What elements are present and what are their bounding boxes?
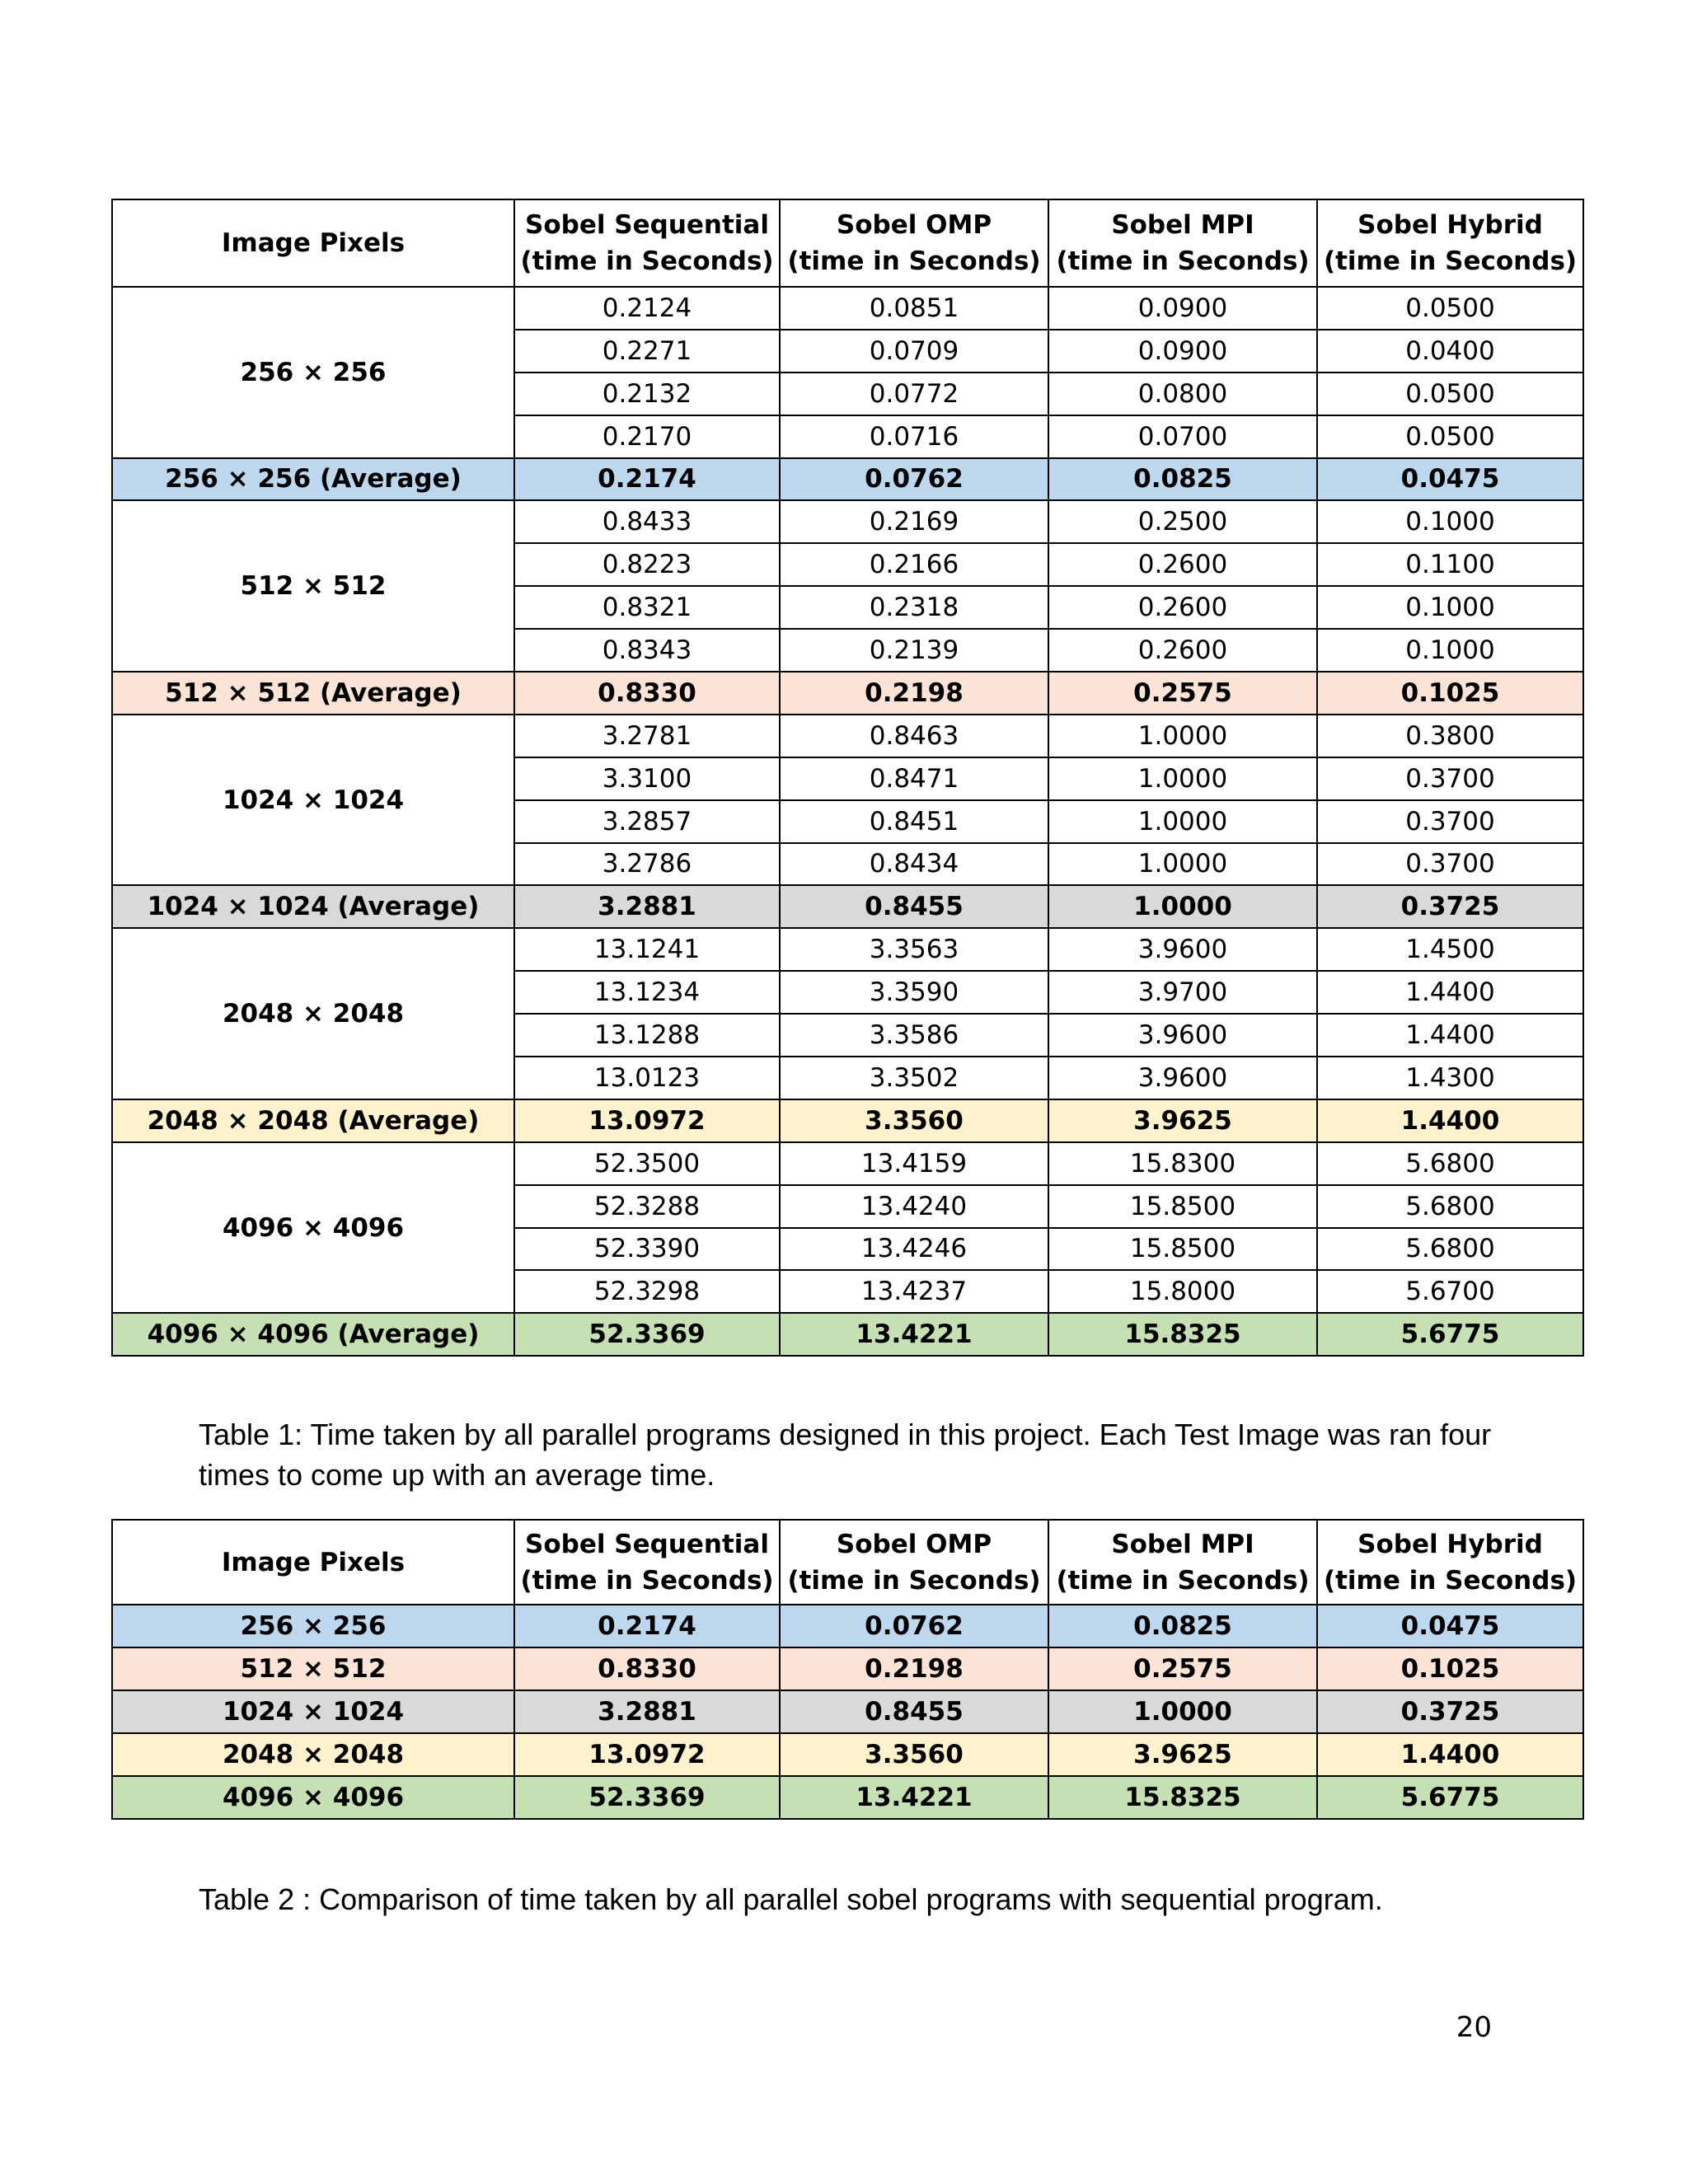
sequential-time-cell: 0.2132 <box>514 373 780 415</box>
mpi-time-cell: 0.2500 <box>1048 500 1317 543</box>
sequential-time-cell: 0.2170 <box>514 415 780 458</box>
omp-time-cell: 0.8451 <box>780 800 1048 843</box>
omp-time-cell: 0.8463 <box>780 715 1048 757</box>
hybrid-time-cell: 0.1000 <box>1317 586 1583 629</box>
average-label-cell: 1024 × 1024 (Average) <box>112 885 514 928</box>
average-label-cell: 4096 × 4096 (Average) <box>112 1313 514 1356</box>
table-header-row <box>112 1520 1583 1605</box>
mpi-average-cell: 3.9625 <box>1048 1099 1317 1142</box>
sequential-average-cell: 0.8330 <box>514 1647 780 1690</box>
mpi-time-cell: 15.8300 <box>1048 1142 1317 1185</box>
omp-time-cell: 13.4246 <box>780 1228 1048 1271</box>
sequential-time-cell: 52.3390 <box>514 1228 780 1271</box>
hybrid-average-cell: 0.3725 <box>1317 1690 1583 1733</box>
sequential-time-cell: 0.8343 <box>514 629 780 672</box>
hybrid-time-cell: 0.3700 <box>1317 843 1583 886</box>
omp-average-cell: 13.4221 <box>780 1776 1048 1819</box>
mpi-time-cell: 15.8000 <box>1048 1270 1317 1313</box>
header-image-pixels: Image Pixels <box>112 199 514 287</box>
sequential-average-cell: 0.8330 <box>514 672 780 715</box>
omp-time-cell: 13.4159 <box>780 1142 1048 1185</box>
image-size-cell: 1024 × 1024 <box>112 1690 514 1733</box>
hybrid-average-cell: 5.6775 <box>1317 1313 1583 1356</box>
hybrid-time-cell: 1.4400 <box>1317 971 1583 1014</box>
image-size-cell: 2048 × 2048 <box>112 928 514 1099</box>
sequential-average-cell: 3.2881 <box>514 885 780 928</box>
image-size-cell: 256 × 256 <box>112 287 514 458</box>
sequential-time-cell: 3.2781 <box>514 715 780 757</box>
omp-average-cell: 3.3560 <box>780 1099 1048 1142</box>
mpi-time-cell: 3.9700 <box>1048 971 1317 1014</box>
average-row <box>112 885 1583 928</box>
mpi-time-cell: 15.8500 <box>1048 1228 1317 1271</box>
mpi-time-cell: 1.0000 <box>1048 757 1317 800</box>
sequential-time-cell: 13.1288 <box>514 1014 780 1057</box>
sequential-average-cell: 0.2174 <box>514 1605 780 1647</box>
table-row <box>112 1142 1583 1185</box>
omp-time-cell: 0.2166 <box>780 543 1048 586</box>
mpi-average-cell: 0.2575 <box>1048 672 1317 715</box>
page-number: 20 <box>1456 2011 1492 2044</box>
sequential-time-cell: 52.3500 <box>514 1142 780 1185</box>
sequential-time-cell: 52.3288 <box>514 1185 780 1228</box>
table-header-row <box>112 199 1583 287</box>
omp-time-cell: 0.2169 <box>780 500 1048 543</box>
header-image-pixels: Image Pixels <box>112 1520 514 1605</box>
average-label-cell: 512 × 512 (Average) <box>112 672 514 715</box>
omp-time-cell: 0.8471 <box>780 757 1048 800</box>
mpi-average-cell: 3.9625 <box>1048 1733 1317 1776</box>
table-row <box>112 1776 1583 1819</box>
hybrid-time-cell: 5.6800 <box>1317 1185 1583 1228</box>
omp-time-cell: 3.3563 <box>780 928 1048 971</box>
mpi-time-cell: 3.9600 <box>1048 1057 1317 1099</box>
sequential-time-cell: 0.2271 <box>514 330 780 373</box>
image-size-cell: 256 × 256 <box>112 1605 514 1647</box>
sequential-time-cell: 13.1241 <box>514 928 780 971</box>
hybrid-time-cell: 5.6800 <box>1317 1228 1583 1271</box>
timing-table-detailed <box>111 199 1584 1357</box>
hybrid-average-cell: 5.6775 <box>1317 1776 1583 1819</box>
hybrid-time-cell: 0.1000 <box>1317 500 1583 543</box>
mpi-time-cell: 0.0700 <box>1048 415 1317 458</box>
omp-time-cell: 0.0716 <box>780 415 1048 458</box>
mpi-time-cell: 0.2600 <box>1048 629 1317 672</box>
sequential-time-cell: 0.8433 <box>514 500 780 543</box>
table-row <box>112 500 1583 543</box>
omp-time-cell: 3.3502 <box>780 1057 1048 1099</box>
sequential-time-cell: 13.0123 <box>514 1057 780 1099</box>
omp-average-cell: 3.3560 <box>780 1733 1048 1776</box>
hybrid-time-cell: 0.0500 <box>1317 287 1583 330</box>
sequential-time-cell: 3.2786 <box>514 843 780 886</box>
table-row <box>112 928 1583 971</box>
sequential-average-cell: 3.2881 <box>514 1690 780 1733</box>
omp-time-cell: 0.2139 <box>780 629 1048 672</box>
mpi-time-cell: 15.8500 <box>1048 1185 1317 1228</box>
mpi-average-cell: 15.8325 <box>1048 1776 1317 1819</box>
sequential-time-cell: 0.8321 <box>514 586 780 629</box>
image-size-cell: 4096 × 4096 <box>112 1776 514 1819</box>
omp-time-cell: 0.2318 <box>780 586 1048 629</box>
hybrid-time-cell: 1.4500 <box>1317 928 1583 971</box>
hybrid-average-cell: 1.4400 <box>1317 1099 1583 1142</box>
hybrid-time-cell: 0.1000 <box>1317 629 1583 672</box>
omp-time-cell: 0.0772 <box>780 373 1048 415</box>
header-sobel-mpi: Sobel MPI (time in Seconds) <box>1048 199 1317 287</box>
omp-time-cell: 3.3586 <box>780 1014 1048 1057</box>
hybrid-time-cell: 0.1100 <box>1317 543 1583 586</box>
omp-time-cell: 0.0709 <box>780 330 1048 373</box>
table2-caption: Table 2 : Comparison of time taken by all parallel sobel programs with sequential program. <box>199 1882 1383 1916</box>
mpi-time-cell: 0.0800 <box>1048 373 1317 415</box>
omp-average-cell: 0.0762 <box>780 458 1048 501</box>
table-row <box>112 1733 1583 1776</box>
sequential-time-cell: 0.2124 <box>514 287 780 330</box>
omp-average-cell: 0.8455 <box>780 885 1048 928</box>
sequential-time-cell: 0.8223 <box>514 543 780 586</box>
sequential-time-cell: 3.3100 <box>514 757 780 800</box>
hybrid-time-cell: 0.0500 <box>1317 415 1583 458</box>
mpi-average-cell: 0.0825 <box>1048 1605 1317 1647</box>
hybrid-time-cell: 0.0500 <box>1317 373 1583 415</box>
mpi-time-cell: 3.9600 <box>1048 928 1317 971</box>
image-size-cell: 1024 × 1024 <box>112 715 514 886</box>
mpi-time-cell: 0.0900 <box>1048 287 1317 330</box>
hybrid-time-cell: 1.4300 <box>1317 1057 1583 1099</box>
table-row <box>112 287 1583 330</box>
hybrid-average-cell: 0.0475 <box>1317 1605 1583 1647</box>
sequential-time-cell: 3.2857 <box>514 800 780 843</box>
hybrid-time-cell: 5.6700 <box>1317 1270 1583 1313</box>
mpi-average-cell: 1.0000 <box>1048 1690 1317 1733</box>
mpi-time-cell: 1.0000 <box>1048 800 1317 843</box>
hybrid-average-cell: 0.0475 <box>1317 458 1583 501</box>
table-row <box>112 1605 1583 1647</box>
header-sobel-omp: Sobel OMP (time in Seconds) <box>780 1520 1048 1605</box>
table-row <box>112 715 1583 757</box>
mpi-average-cell: 15.8325 <box>1048 1313 1317 1356</box>
sequential-time-cell: 13.1234 <box>514 971 780 1014</box>
mpi-time-cell: 0.2600 <box>1048 543 1317 586</box>
timing-table-comparison <box>111 1519 1584 1820</box>
header-sobel-mpi: Sobel MPI (time in Seconds) <box>1048 1520 1317 1605</box>
hybrid-average-cell: 1.4400 <box>1317 1733 1583 1776</box>
omp-average-cell: 0.2198 <box>780 1647 1048 1690</box>
mpi-time-cell: 1.0000 <box>1048 715 1317 757</box>
hybrid-time-cell: 0.3700 <box>1317 757 1583 800</box>
hybrid-time-cell: 0.0400 <box>1317 330 1583 373</box>
mpi-time-cell: 3.9600 <box>1048 1014 1317 1057</box>
hybrid-average-cell: 0.1025 <box>1317 672 1583 715</box>
mpi-average-cell: 1.0000 <box>1048 885 1317 928</box>
mpi-time-cell: 1.0000 <box>1048 843 1317 886</box>
mpi-average-cell: 0.0825 <box>1048 458 1317 501</box>
sequential-average-cell: 52.3369 <box>514 1313 780 1356</box>
omp-time-cell: 0.0851 <box>780 287 1048 330</box>
image-size-cell: 2048 × 2048 <box>112 1733 514 1776</box>
hybrid-time-cell: 1.4400 <box>1317 1014 1583 1057</box>
omp-time-cell: 13.4240 <box>780 1185 1048 1228</box>
average-row <box>112 458 1583 501</box>
omp-average-cell: 0.0762 <box>780 1605 1048 1647</box>
header-sobel-sequential: Sobel Sequential (time in Seconds) <box>514 1520 780 1605</box>
sequential-average-cell: 13.0972 <box>514 1099 780 1142</box>
omp-time-cell: 0.8434 <box>780 843 1048 886</box>
mpi-average-cell: 0.2575 <box>1048 1647 1317 1690</box>
table-row <box>112 1690 1583 1733</box>
image-size-cell: 4096 × 4096 <box>112 1142 514 1314</box>
mpi-time-cell: 0.2600 <box>1048 586 1317 629</box>
header-sobel-hybrid: Sobel Hybrid (time in Seconds) <box>1317 1520 1583 1605</box>
table-row <box>112 1647 1583 1690</box>
sequential-average-cell: 52.3369 <box>514 1776 780 1819</box>
mpi-time-cell: 0.0900 <box>1048 330 1317 373</box>
image-size-cell: 512 × 512 <box>112 500 514 672</box>
sequential-average-cell: 13.0972 <box>514 1733 780 1776</box>
hybrid-time-cell: 0.3700 <box>1317 800 1583 843</box>
omp-average-cell: 0.2198 <box>780 672 1048 715</box>
omp-time-cell: 13.4237 <box>780 1270 1048 1313</box>
average-label-cell: 256 × 256 (Average) <box>112 458 514 501</box>
header-sobel-hybrid: Sobel Hybrid (time in Seconds) <box>1317 199 1583 287</box>
table1-caption: Table 1: Time taken by all parallel programs designed in this project. Each Test Image was ran four times to come up with an average time. <box>199 1418 1492 1492</box>
average-row <box>112 1099 1583 1142</box>
hybrid-time-cell: 5.6800 <box>1317 1142 1583 1185</box>
omp-average-cell: 13.4221 <box>780 1313 1048 1356</box>
image-size-cell: 512 × 512 <box>112 1647 514 1690</box>
average-label-cell: 2048 × 2048 (Average) <box>112 1099 514 1142</box>
hybrid-time-cell: 0.3800 <box>1317 715 1583 757</box>
header-sobel-omp: Sobel OMP (time in Seconds) <box>780 199 1048 287</box>
hybrid-average-cell: 0.1025 <box>1317 1647 1583 1690</box>
hybrid-average-cell: 0.3725 <box>1317 885 1583 928</box>
sequential-average-cell: 0.2174 <box>514 458 780 501</box>
omp-average-cell: 0.8455 <box>780 1690 1048 1733</box>
sequential-time-cell: 52.3298 <box>514 1270 780 1313</box>
average-row <box>112 1313 1583 1356</box>
average-row <box>112 672 1583 715</box>
header-sobel-sequential: Sobel Sequential (time in Seconds) <box>514 199 780 287</box>
omp-time-cell: 3.3590 <box>780 971 1048 1014</box>
